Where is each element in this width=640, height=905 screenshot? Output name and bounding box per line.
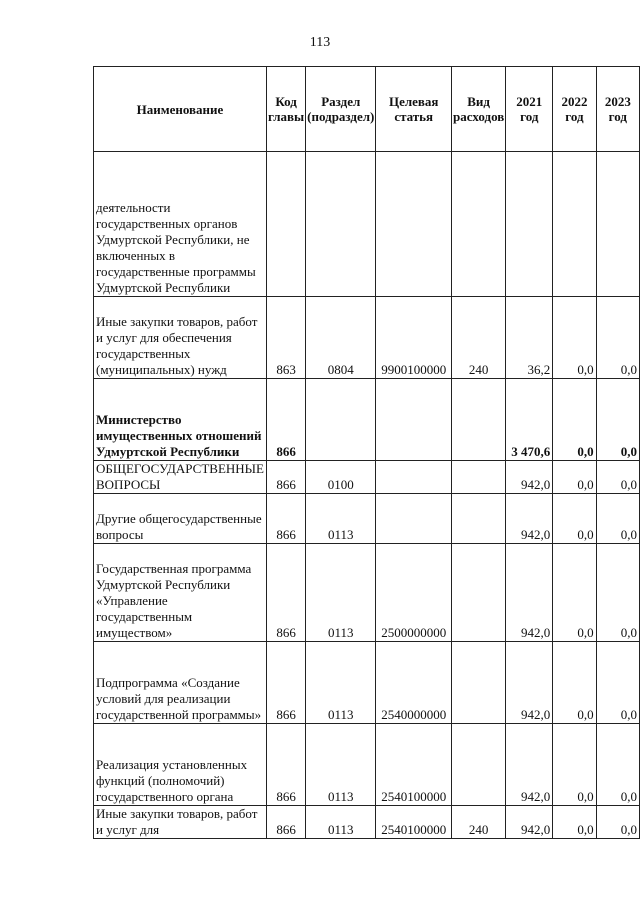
row-vr [452,494,506,544]
table-row [94,152,640,297]
row-code: 866 [266,544,305,642]
row-vr [452,724,506,806]
row-2022 [553,152,596,297]
row-target: 2540000000 [376,642,452,724]
row-name: Иные закупки товаров, работ и услуг для [94,806,267,839]
header-2021: 2021 год [506,67,553,152]
row-code: 866 [266,724,305,806]
row-2021: 36,2 [506,297,553,379]
row-name: Министерство имущественных отношений Удмуртской Республики [94,379,267,461]
row-section: 0113 [306,494,376,544]
header-row [94,67,640,152]
row-target: 2540100000 [376,724,452,806]
row-2021: 3 470,6 [506,379,553,461]
table-row [94,642,640,724]
row-vr [452,461,506,494]
page-number: 113 [309,35,331,50]
row-code: 866 [266,806,305,839]
table-row [94,461,640,494]
row-vr: 240 [452,297,506,379]
row-name: Государственная программа Удмуртской Республики «Управление государственным имуществом» [94,544,267,642]
row-name: Другие общегосударственные вопросы [94,494,267,544]
row-code: 866 [266,461,305,494]
header-expense-type: Вид расходов [452,67,506,152]
row-name: Реализация установленных функций (полномочий) государственного органа [94,724,267,806]
row-2023: 0,0 [596,297,639,379]
table-row [94,544,640,642]
row-2022: 0,0 [553,297,596,379]
header-2022: 2022 год [553,67,596,152]
row-target [376,152,452,297]
table-row [94,379,640,461]
row-2021: 942,0 [506,724,553,806]
row-name: Подпрограмма «Создание условий для реализации государственной программы» [94,642,267,724]
row-vr [452,379,506,461]
row-2022: 0,0 [553,494,596,544]
row-vr [452,642,506,724]
row-2021: 942,0 [506,642,553,724]
row-2021 [506,152,553,297]
row-2022: 0,0 [553,461,596,494]
header-2023: 2023 год [596,67,639,152]
row-2022: 0,0 [553,544,596,642]
table-row [94,297,640,379]
header-code: Код главы [266,67,305,152]
row-2021: 942,0 [506,494,553,544]
table-row [94,806,640,839]
row-vr [452,152,506,297]
header-section: Раздел (подраздел) [306,67,376,152]
row-2023: 0,0 [596,806,639,839]
row-2023: 0,0 [596,461,639,494]
row-2022: 0,0 [553,642,596,724]
table-row [94,724,640,806]
row-section: 0113 [306,642,376,724]
row-2022: 0,0 [553,806,596,839]
row-section: 0804 [306,297,376,379]
row-2023: 0,0 [596,642,639,724]
row-code: 863 [266,297,305,379]
row-section: 0113 [306,806,376,839]
row-2022: 0,0 [553,724,596,806]
row-section: 0100 [306,461,376,494]
row-2023 [596,152,639,297]
row-section [306,379,376,461]
header-name: Наименование [94,67,267,152]
row-vr [452,544,506,642]
row-2023: 0,0 [596,544,639,642]
row-section [306,152,376,297]
row-section: 0113 [306,724,376,806]
row-target [376,461,452,494]
row-target [376,494,452,544]
row-name: деятельности государственных органов Удмуртской Республики, не включенных в государственные программы Удмуртской Республики [94,152,267,297]
row-section: 0113 [306,544,376,642]
row-2023: 0,0 [596,724,639,806]
row-code [266,152,305,297]
row-target [376,379,452,461]
row-code: 866 [266,494,305,544]
row-vr: 240 [452,806,506,839]
header-target: Целевая статья [376,67,452,152]
row-2023: 0,0 [596,494,639,544]
row-2023: 0,0 [596,379,639,461]
row-name: Иные закупки товаров, работ и услуг для обеспечения государственных (муниципальных) нужд [94,297,267,379]
row-target: 2540100000 [376,806,452,839]
row-name: ОБЩЕГОСУДАРСТВЕННЫЕ ВОПРОСЫ [94,461,267,494]
row-code: 866 [266,642,305,724]
row-2021: 942,0 [506,544,553,642]
row-2021: 942,0 [506,806,553,839]
row-target: 9900100000 [376,297,452,379]
table-row [94,494,640,544]
row-2021: 942,0 [506,461,553,494]
row-2022: 0,0 [553,379,596,461]
row-code: 866 [266,379,305,461]
budget-table [93,66,640,839]
row-target: 2500000000 [376,544,452,642]
